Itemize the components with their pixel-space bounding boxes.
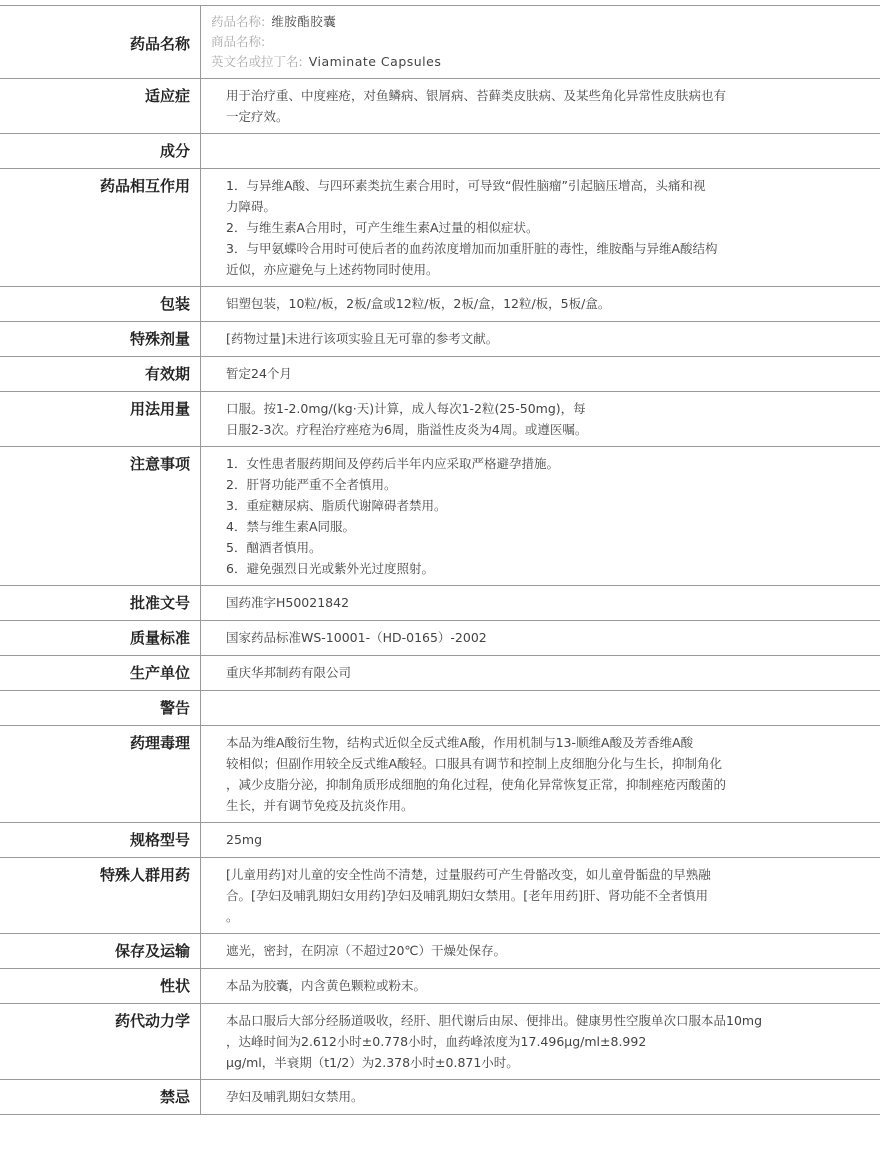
value-drug-name: [201, 6, 880, 79]
text-line: 3．与甲氨蝶呤合用时可使后者的血药浓度增加而加重肝脏的毒性，维胺酯与异维A酸结构: [226, 238, 830, 259]
value-pharmacokinetics: [201, 1004, 880, 1080]
value-pharmacology: [201, 726, 880, 823]
row-precautions: [0, 447, 880, 586]
text-line: 近似，亦应避免与上述药物同时使用。: [226, 259, 830, 280]
text-line: 本品口服后大部分经肠道吸收，经肝、胆代谢后由尿、便排出。健康男性空腹单次口服本品10mg: [226, 1010, 830, 1031]
english-name-key: 英文名或拉丁名:: [211, 54, 303, 69]
text-line: 较相似；但副作用较全反式维A酸轻。口服具有调节和控制上皮细胞分化与生长，抑制角化: [226, 753, 830, 774]
trade-name-row: [211, 32, 870, 52]
text-line: 6．避免强烈日光或紫外光过度照射。: [226, 558, 830, 579]
value-storage: [201, 934, 880, 969]
label-description: 性状: [0, 969, 201, 1004]
row-pharmacology: [0, 726, 880, 823]
english-name-value: Viaminate Capsules: [309, 54, 442, 69]
label-special-dosage: 特殊剂量: [0, 322, 201, 357]
value-standard: [201, 621, 880, 656]
text-line: 。: [226, 906, 830, 927]
value-approval: [201, 586, 880, 621]
text-line: 口服。按1-2.0mg/(kg·天)计算，成人每次1-2粒(25-50mg)，每: [226, 398, 830, 419]
text-line: 3．重症糖尿病、脂质代谢障碍者禁用。: [226, 495, 830, 516]
row-indications: [0, 79, 880, 134]
text-line: ，减少皮脂分泌，抑制角质形成细胞的角化过程，使角化异常恢复正常，抑制痤疮丙酸菌的: [226, 774, 830, 795]
value-precautions: [201, 447, 880, 586]
label-storage: 保存及运输: [0, 934, 201, 969]
text-line: 孕妇及哺乳期妇女禁用。: [226, 1086, 830, 1107]
generic-name-key: 药品名称:: [211, 14, 265, 29]
row-standard: [0, 621, 880, 656]
row-drug-name: [0, 6, 880, 79]
row-contraindications: [0, 1080, 880, 1115]
value-indications: [201, 79, 880, 134]
row-interactions: [0, 169, 880, 287]
text-line: 一定疗效。: [226, 106, 830, 127]
label-pharmacology: 药理毒理: [0, 726, 201, 823]
text-line: [儿童用药]对儿童的安全性尚不清楚，过量服药可产生骨骼改变，如儿童骨骺盘的早熟融: [226, 864, 830, 885]
value-ingredients: [201, 134, 880, 169]
row-special-dosage: [0, 322, 880, 357]
row-validity: [0, 357, 880, 392]
text-line: 合。[孕妇及哺乳期妇女用药]孕妇及哺乳期妇女禁用。[老年用药]肝、肾功能不全者慎用: [226, 885, 830, 906]
text-line: 生长，并有调节免疫及抗炎作用。: [226, 795, 830, 816]
text-line: 国药准字H50021842: [226, 592, 830, 613]
info-rows: [0, 79, 880, 1115]
text-line: 本品为胶囊，内含黄色颗粒或粉末。: [226, 975, 830, 996]
label-validity: 有效期: [0, 357, 201, 392]
row-description: [0, 969, 880, 1004]
value-special-groups: [201, 858, 880, 934]
text-line: 日服2-3次。疗程治疗痤疮为6周，脂溢性皮炎为4周。或遵医嘱。: [226, 419, 830, 440]
text-line: 用于治疗重、中度痤疮，对鱼鳞病、银屑病、苔藓类皮肤病、及某些角化异常性皮肤病也有: [226, 85, 830, 106]
row-usage: [0, 392, 880, 447]
value-description: [201, 969, 880, 1004]
label-warning: 警告: [0, 691, 201, 726]
text-line: 4．禁与维生素A同服。: [226, 516, 830, 537]
value-validity: [201, 357, 880, 392]
text-line: 本品为维A酸衍生物，结构式近似全反式维A酸，作用机制与13-顺维A酸及芳香维A酸: [226, 732, 830, 753]
label-ingredients: 成分: [0, 134, 201, 169]
label-usage: 用法用量: [0, 392, 201, 447]
row-special-groups: [0, 858, 880, 934]
label-approval: 批准文号: [0, 586, 201, 621]
text-line: 暂定24个月: [226, 363, 830, 384]
text-line: 铝塑包装，10粒/板，2板/盒或12粒/板，2板/盒，12粒/板，5板/盒。: [226, 293, 830, 314]
row-pharmacokinetics: [0, 1004, 880, 1080]
row-ingredients: [0, 134, 880, 169]
text-line: ，达峰时间为2.612小时±0.778小时，血药峰浓度为17.496μg/ml±8.992: [226, 1031, 830, 1052]
label-indications: 适应症: [0, 79, 201, 134]
text-line: 2．与维生素A合用时，可产生维生素A过量的相似症状。: [226, 217, 830, 238]
label-precautions: 注意事项: [0, 447, 201, 586]
value-package: [201, 287, 880, 322]
text-line: 遮光，密封，在阴凉（不超过20℃）干燥处保存。: [226, 940, 830, 961]
text-line: μg/ml，半衰期（t1/2）为2.378小时±0.871小时。: [226, 1052, 830, 1073]
value-interactions: [201, 169, 880, 287]
row-specification: [0, 823, 880, 858]
value-warning: [201, 691, 880, 726]
label-manufacturer: 生产单位: [0, 656, 201, 691]
generic-name-row: [211, 12, 870, 32]
label-special-groups: 特殊人群用药: [0, 858, 201, 934]
row-approval: [0, 586, 880, 621]
value-special-dosage: [201, 322, 880, 357]
label-drug-name: 药品名称: [0, 6, 201, 79]
value-usage: [201, 392, 880, 447]
label-interactions: 药品相互作用: [0, 169, 201, 287]
label-specification: 规格型号: [0, 823, 201, 858]
trade-name-key: 商品名称:: [211, 34, 265, 49]
value-contraindications: [201, 1080, 880, 1115]
label-contraindications: 禁忌: [0, 1080, 201, 1115]
text-line: 力障碍。: [226, 196, 830, 217]
text-line: 25mg: [226, 829, 830, 850]
value-manufacturer: [201, 656, 880, 691]
text-line: 2．肝肾功能严重不全者慎用。: [226, 474, 830, 495]
label-pharmacokinetics: 药代动力学: [0, 1004, 201, 1080]
label-standard: 质量标准: [0, 621, 201, 656]
row-manufacturer: [0, 656, 880, 691]
text-line: 1．女性患者服药期间及停药后半年内应采取严格避孕措施。: [226, 453, 830, 474]
value-specification: [201, 823, 880, 858]
label-package: 包装: [0, 287, 201, 322]
text-line: 国家药品标准WS-10001-（HD-0165）-2002: [226, 627, 830, 648]
generic-name-value: 维胺酯胶囊: [271, 14, 336, 29]
english-name-row: [211, 52, 870, 72]
row-package: [0, 287, 880, 322]
drug-info-table: [0, 5, 880, 1115]
text-line: [药物过量]未进行该项实验且无可靠的参考文献。: [226, 328, 830, 349]
text-line: 1．与异维A酸、与四环素类抗生素合用时，可导致“假性脑瘤”引起脑压增高，头痛和视: [226, 175, 830, 196]
text-line: 5．酗酒者慎用。: [226, 537, 830, 558]
row-warning: [0, 691, 880, 726]
row-storage: [0, 934, 880, 969]
text-line: 重庆华邦制药有限公司: [226, 662, 830, 683]
